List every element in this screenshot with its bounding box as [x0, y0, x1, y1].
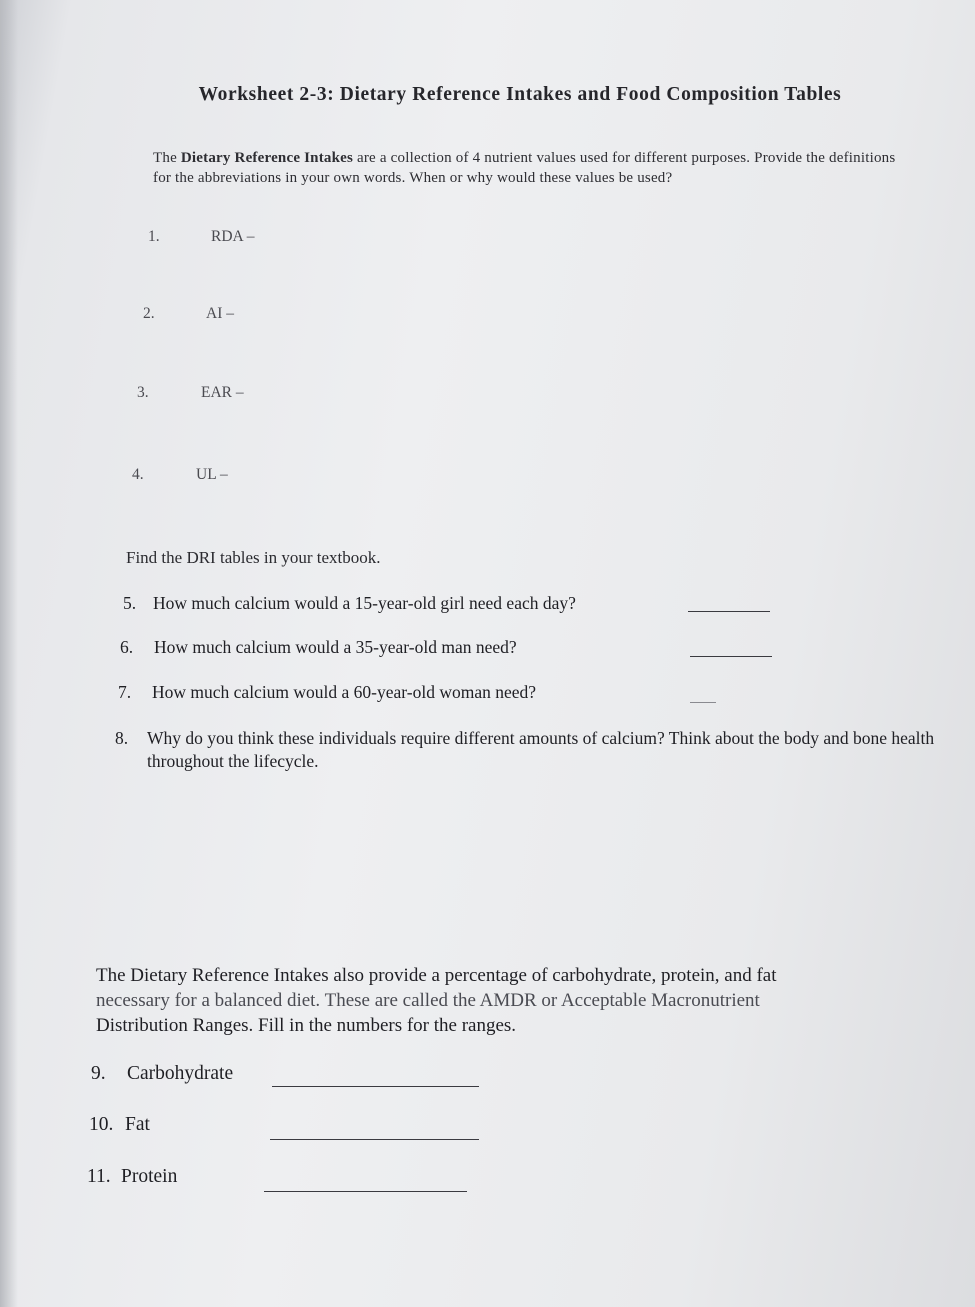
range-number: 10. [89, 1114, 114, 1135]
answer-blank-5[interactable] [688, 611, 770, 612]
range-carbohydrate [91, 1063, 233, 1085]
fat-blank[interactable] [270, 1139, 479, 1140]
page-edge-shadow [0, 0, 18, 1307]
carbohydrate-blank[interactable] [272, 1086, 479, 1087]
abbr-number: 4. [132, 466, 144, 483]
question-6 [120, 637, 517, 658]
abbr-number: 2. [143, 305, 155, 322]
question-7 [118, 682, 536, 703]
intro-bold-term: Dietary Reference Intakes [180, 150, 354, 166]
question-5 [123, 593, 576, 614]
amdr-line-2: necessary for a balanced diet. These are called the AMDR or Acceptable Macronutrient [96, 990, 760, 1011]
amdr-paragraph [96, 963, 896, 1038]
range-label: Fat [125, 1114, 150, 1135]
range-protein [87, 1166, 177, 1188]
intro-prefix: The [153, 150, 181, 166]
abbr-label-ul: UL – [196, 466, 228, 483]
abbr-label-ear: EAR – [201, 384, 244, 401]
intro-suffix: are a collection of 4 nutrient values used for different purposes. Provide the definitions for the abbreviations in your own words. When or why would these values be used? [153, 150, 896, 186]
answer-blank-7[interactable] [690, 702, 716, 703]
amdr-line-3: Distribution Ranges. Fill in the numbers for the ranges. [96, 1015, 517, 1036]
question-text: How much calcium would a 60-year-old woman need? [152, 682, 537, 702]
range-label: Carbohydrate [127, 1063, 234, 1084]
abbr-number: 3. [137, 384, 149, 401]
abbr-label-ai: AI – [206, 305, 234, 322]
question-number: 5. [123, 593, 137, 613]
abbr-number: 1. [148, 228, 160, 245]
question-number: 6. [120, 637, 134, 657]
amdr-line-1: The Dietary Reference Intakes also provide a percentage of carbohydrate, protein, and fat [96, 965, 777, 986]
range-label: Protein [121, 1166, 178, 1187]
range-fat [89, 1114, 150, 1136]
worksheet-title: Worksheet 2-3: Dietary Reference Intakes and Food Composition Tables [198, 84, 842, 105]
dri-heading: Find the DRI tables in your textbook. [126, 548, 381, 567]
question-8 [115, 727, 937, 773]
question-text: How much calcium would a 15-year-old girl need each day? [153, 593, 576, 613]
range-number: 11. [87, 1166, 111, 1187]
intro-paragraph [153, 149, 903, 188]
question-number: 8. [115, 728, 129, 748]
abbr-label-rda: RDA – [211, 228, 255, 245]
question-text: Why do you think these individuals require different amounts of calcium? Think about the body and bone health throughout the lifecycle. [147, 728, 935, 771]
question-number: 7. [118, 682, 132, 702]
protein-blank[interactable] [264, 1191, 467, 1192]
question-text: How much calcium would a 35-year-old man need? [154, 637, 517, 657]
answer-blank-6[interactable] [690, 656, 772, 657]
range-number: 9. [91, 1063, 106, 1084]
